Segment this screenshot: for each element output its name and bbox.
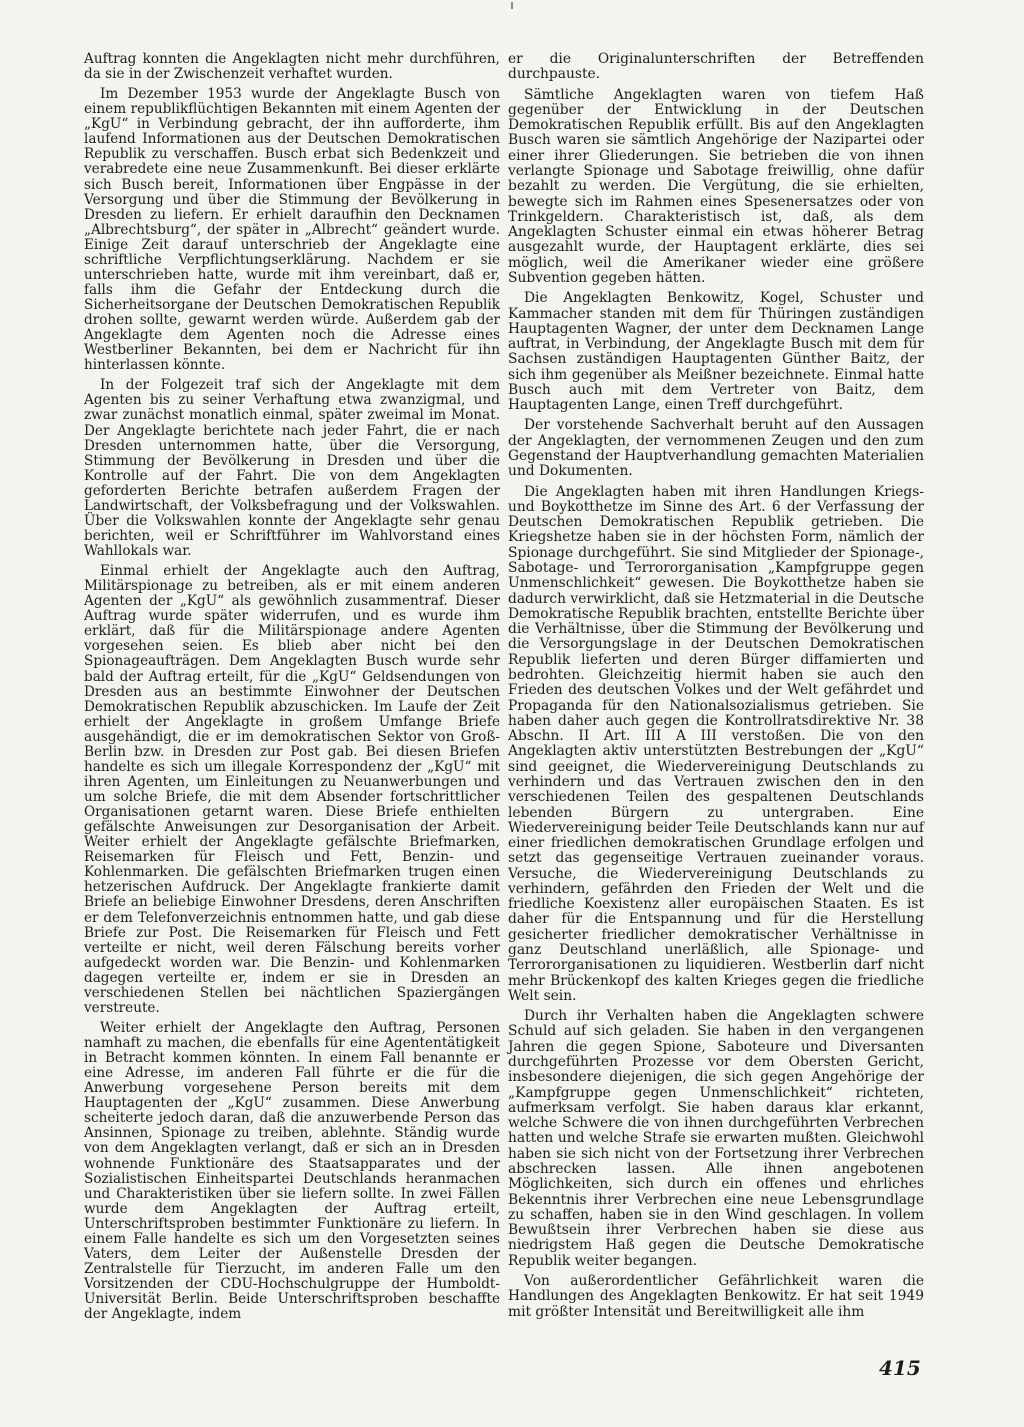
right-column [508, 52, 924, 1325]
right-paragraph-3: Die Angeklagten Benkowitz, Kogel, Schuster und Kammacher standen mit dem für Thüringen zuständigen Hauptagenten Wagner, der unter dem Decknamen Lange auftrat, in Verbindung, der Angeklagte Busch mit dem für Sachsen zuständigen Hauptagenten Günther Baitz, der sich ihm gegenüber als Meißner bezeichnete. Einmal hatte Busch auch mit dem Vertreter von Baitz, dem Hauptagenten Lange, einen Treff durchgeführt. [508, 290, 924, 414]
right-paragraph-4: Der vorstehende Sachverhalt beruht auf den Aussagen der Angeklagten, der vernommenen Zeugen und den zum Gegenstand der Hauptverhandlung gemachten Materialien und Dokumenten. [508, 417, 924, 480]
page-number: 415 [879, 1356, 921, 1380]
left-paragraph-5: Weiter erhielt der Angeklagte den Auftrag, Personen namhaft zu machen, die ebenfalls für eine Agententätigkeit in Betracht kommen könnten. In einem Fall benannte er eine Adresse, im anderen Fall führte er die für die Anwerbung vorgesehene Person bereits mit dem Hauptagenten der „KgU“ zusammen. Diese Anwerbung scheiterte jedoch daran, daß die anzuwerbende Person das Ansinnen, Spionage zu treiben, ablehnte. Ständig wurde von dem Angeklagten verlangt, daß er sich an in Dresden wohnende Funktionäre des Staatsapparates und der Sozialistischen Einheitspartei Deutschlands heranmachen und Charakteristiken über sie liefern sollte. In zwei Fällen wurde dem Angeklagten der Auftrag erteilt, Unterschriftsproben bestimmter Funktionäre zu liefern. In einem Falle handelte es sich um den Vorgesetzten seines Vaters, dem Leiter der Außenstelle Dresden der Zentralstelle für Tierzucht, im anderen Falle um den Vorsitzenden der CDU-Hochschulgruppe der Humboldt-Universität Berlin. Beide Unterschriftsproben beschaffte der Angeklagte, indem [84, 1019, 500, 1323]
right-paragraph-7: Von außerordentlicher Gefährlichkeit waren die Handlungen des Angeklagten Benkowitz. Er hat seit 1949 mit größter Intensität und Bereitwilligkeit alle ihm [508, 1272, 924, 1320]
right-paragraph-1: er die Originalunterschriften der Betreffenden durchpauste. [508, 51, 924, 83]
right-paragraph-6: Durch ihr Verhalten haben die Angeklagten schwere Schuld auf sich geladen. Sie haben in den vergangenen Jahren die gegen Spione, Saboteure und Diversanten durchgeführten Prozesse vor dem Obersten Gericht, insbesondere diejenigen, die sich gegen Angehörige der „Kampfgruppe gegen Unmenschlichkeit“ richteten, aufmerksam verfolgt. Sie haben daraus klar erkannt, welche Schwere die von ihnen durchgeführten Verbrechen hatten und welche Strafe sie erwarten mußten. Gleichwohl haben sie sich nicht von der Fortsetzung ihrer Verbrechen abschrecken lassen. Alle ihnen angebotenen Möglichkeiten, sich durch ein offenes und ehrliches Bekenntnis ihrer Verbrechen eine neue Lebensgrundlage zu schaffen, haben sie in den Wind geschlagen. In vollem Bewußtsein ihrer Verbrechen haben sie diese aus niedrigstem Haß gegen die Deutsche Demokratische Republik weiter begangen. [508, 1008, 924, 1269]
left-paragraph-1: Auftrag konnten die Angeklagten nicht mehr durchführen, da sie in der Zwischenzeit verhaftet wurden. [84, 51, 500, 83]
left-paragraph-4: Einmal erhielt der Angeklagte auch den Auftrag, Militärspionage zu betreiben, als er mit einem anderen Agenten der „KgU“ als gewöhnlich zusammentraf. Dieser Auftrag wurde später widerrufen, und es wurde ihm erklärt, daß für die Militärspionage andere Agenten vorgesehen seien. Es blieb aber nicht bei den Spionageaufträgen. Dem Angeklagten Busch wurde sehr bald der Auftrag erteilt, für die „KgU“ Geldsendungen von Dresden aus an bestimmte Einwohner der Deutschen Demokratischen Republik abzuschicken. Im Laufe der Zeit erhielt der Angeklagte in großem Umfange Briefe ausgehändigt, die er im demokratischen Sektor von Groß-Berlin bzw. in Dresden zur Post gab. Bei diesen Briefen handelte es sich um illegale Korrespondenz der „KgU“ mit ihren Agenten, um Einleitungen zu Neuanwerbungen und um solche Briefe, die mit dem Absender fortschrittlicher Organisationen getarnt waren. Diese Briefe enthielten gefälschte Anweisungen zur Desorganisation der Arbeit. Weiter erhielt der Angeklagte gefälschte Briefmarken, Reisemarken für Fleisch und Fett, Benzin- und Kohlenmarken. Die gefälschten Briefmarken trugen einen hetzerischen Aufdruck. Der Angeklagte frankierte damit Briefe an beliebige Einwohner Dresdens, deren Anschriften er dem Telefonverzeichnis entnommen hatte, und gab diese Briefe zur Post. Die Reisemarken für Fleisch und Fett verteilte er nicht, weil deren Fälschung bereits vorher aufgedeckt worden war. Die Benzin- und Kohlenmarken dagegen verteilte er, indem er sie in Dresden an verschiedenen Stellen bei nächtlichen Spaziergängen verstreute. [84, 563, 500, 1016]
right-paragraph-5: Die Angeklagten haben mit ihren Handlungen Kriegs- und Boykotthetze im Sinne des Art. 6 der Verfassung der Deutschen Demokratischen Republik getrieben. Die Kriegshetze haben sie in der höchsten Form, nämlich der Spionage durchgeführt. Sie sind Mitglieder der Spionage-, Sabotage- und Terrororganisation „Kampfgruppe gegen Unmenschlichkeit“ gewesen. Die Boykotthetze haben sie dadurch verwirklicht, daß sie Hetzmaterial in die Deutsche Demokratische Republik brachten, entstellte Berichte über die Verhältnisse, über die Stimmung der Bevölkerung und die Versorgungslage in der Deutschen Demokratischen Republik lieferten und deren Bürger diffamierten und bedrohten. Gleichzeitig hiermit haben sie auch den Frieden des deutschen Volkes und der Welt gefährdet und Propaganda für den Nationalsozialismus getrieben. Sie haben daher auch gegen die Kontrollratsdirektive Nr. 38 Abschn. II Art. III A III verstoßen. Die von den Angeklagten aktiv unterstützten Bestrebungen der „KgU“ sind geeignet, die Wiedervereinigung Deutschlands zu verhindern und das Vertrauen zwischen den in den verschiedenen Teilen des gespaltenen Deutschlands lebenden Bürgern zu untergraben. Eine Wiedervereinigung beider Teile Deutschlands kann nur auf einer friedlichen demokratischen Grundlage erfolgen und setzt das gegenseitige Vertrauen zueinander voraus. Versuche, die Wiedervereinigung Deutschlands zu verhindern, gefährden den Frieden der Welt und die friedliche Koexistenz aller europäischen Staaten. Es ist daher für die Entspannung und für die Herstellung gesicherter friedlicher demokratischer Verhältnisse in ganz Deutschland unerläßlich, alle Spionage- und Terrororganisationen zu liquidieren. Westberlin darf nicht mehr Brückenkopf des kalten Krieges gegen die friedliche Welt sein. [508, 483, 924, 1004]
left-paragraph-2: Im Dezember 1953 wurde der Angeklagte Busch von einem republikflüchtigen Bekannten mit einem Agenten der „KgU“ in Verbindung gebracht, der ihn aufforderte, ihm laufend Informationen aus der Deutschen Demokratischen Republik zu verschaffen. Busch erbat sich Bedenkzeit und verabredete eine neue Zusammenkunft. Bei dieser erklärte sich Busch bereit, Informationen über Engpässe in der Versorgung und über die Stimmung der Bevölkerung in Dresden zu liefern. Er erhielt daraufhin den Decknamen „Albrechtsburg“, der später in „Albrecht“ geändert wurde. Einige Zeit darauf unterschrieb der Angeklagte eine schriftliche Verpflichtungserklärung. Nachdem er sie unterschrieben hatte, wurde mit ihm vereinbart, daß er, falls ihm die Gefahr der Entdeckung durch die Sicherheitsorgane der Deutschen Demokratischen Republik drohen sollte, gewarnt werden würde. Außerdem gab der Angeklagte dem Agenten noch die Adresse eines Westberliner Bekannten, bei dem er Nachricht für ihn hinterlassen könnte. [84, 86, 500, 374]
left-paragraph-3: In der Folgezeit traf sich der Angeklagte mit dem Agenten bis zu seiner Verhaftung etwa zwanzigmal, und zwar zunächst monatlich einmal, später zweimal im Monat. Der Angeklagte berichtete nach jeder Fahrt, die er nach Dresden unternommen hatte, über die Versorgung, Stimmung der Bevölkerung in Dresden und über die Kontrolle auf der Fahrt. Die von dem Angeklagten geforderten Berichte betrafen außerdem Fragen der Landwirtschaft, der Volksbefragung und der Volkswahlen. Über die Volkswahlen konnte der Angeklagte sehr genau berichten, weil er Schriftführer im Wahlvorstand eines Wahllokals war. [84, 377, 500, 559]
scan-speck [511, 2, 513, 9]
right-paragraph-2: Sämtliche Angeklagten waren von tiefem Haß gegenüber der Entwicklung in der Deutschen Demokratischen Republik erfüllt. Bis auf den Angeklagten Busch waren sie sämtlich Angehörige der Nazipartei oder einer ihrer Gliederungen. Sie betrieben die von ihnen verlangte Spionage und Sabotage freiwillig, ohne dafür bezahlt zu werden. Die Vergütung, die sie erhielten, bewegte sich im Rahmen eines Spesenersatzes oder von Trinkgeldern. Charakteristisch ist, daß, als dem Angeklagten Schuster einmal ein etwas höherer Betrag ausgezahlt wurde, der Hauptagent erklärte, dies sei möglich, weil die Amerikaner wieder eine größere Subvention gegeben hätten. [508, 86, 924, 286]
left-column [84, 52, 500, 1327]
